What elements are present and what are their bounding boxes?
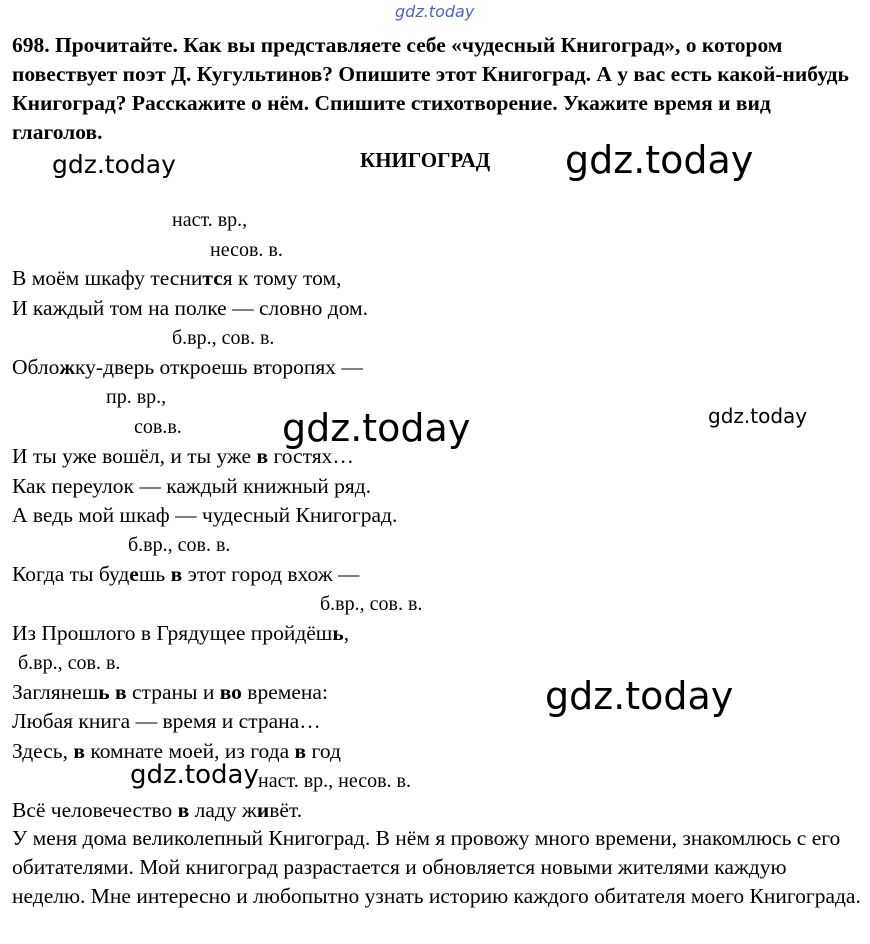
verb-annotation: б.вр., сов. в. <box>172 327 275 349</box>
poem-line: Когда ты будешь в этот город вхож — <box>12 562 360 586</box>
watermark: gdz.today <box>130 760 259 790</box>
poem-line: Здесь, в комнате моей, из года в год <box>12 739 341 763</box>
poem-line: Заглянешь в страны и во времена: <box>12 680 328 704</box>
task-text: 698. Прочитайте. Как вы представляете себе «чудесный Книгоград», о котором повествует поэт Д. Кугультинов? Опишите этот Книгоград. А у вас есть какой-нибудь Книгоград? Расскажите о нём. Спишите стихотворение. Укажите время и вид глаголов. <box>12 33 849 144</box>
poem-line: Любая книга — время и страна… <box>12 709 321 733</box>
verb-annotation: сов.в. <box>134 416 182 438</box>
watermark-top: gdz.today <box>395 2 475 21</box>
poem-line: Всё человечество в ладу живёт. <box>12 798 303 822</box>
answer-text: У меня дома великолепный Книгоград. В нём я провожу много времени, знакомлюсь с его обитателями. Мой книгоград разрастается и обновляется новыми жителями каждую неделю. Мне интересно и любопытно узнать историю каждого обитателя моего Книгограда. <box>12 826 861 908</box>
watermark: gdz.today <box>545 674 734 718</box>
verb-annotation: наст. вр., <box>172 209 248 231</box>
poem-line: И ты уже вошёл, и ты уже в гостях… <box>12 444 354 468</box>
watermark: gdz.today <box>52 150 176 179</box>
poem-line: В моём шкафу теснится к тому том, <box>12 266 342 290</box>
verb-annotation: несов. в. <box>210 239 283 261</box>
poem-line: И каждый том на полке — словно дом. <box>12 296 369 320</box>
watermark: gdz.today <box>565 138 754 182</box>
watermark: gdz.today <box>708 404 808 428</box>
watermark: gdz.today <box>282 406 471 450</box>
verb-annotation: б.вр., сов. в. <box>128 534 231 556</box>
poem-line: А ведь мой шкаф — чудесный Книгоград. <box>12 503 398 527</box>
poem-title: КНИГОГРАД <box>360 148 491 172</box>
verb-annotation: пр. вр., <box>106 386 167 408</box>
verb-annotation: б.вр., сов. в. <box>18 652 121 674</box>
poem-line: Обложку-дверь откроешь второпях — <box>12 355 363 379</box>
poem-line: Как переулок — каждый книжный ряд. <box>12 474 372 498</box>
poem-line: Из Прошлого в Грядущее пройдёшь, <box>12 621 350 645</box>
verb-annotation: наст. вр., несов. в. <box>258 770 411 792</box>
verb-annotation: б.вр., сов. в. <box>320 593 423 615</box>
